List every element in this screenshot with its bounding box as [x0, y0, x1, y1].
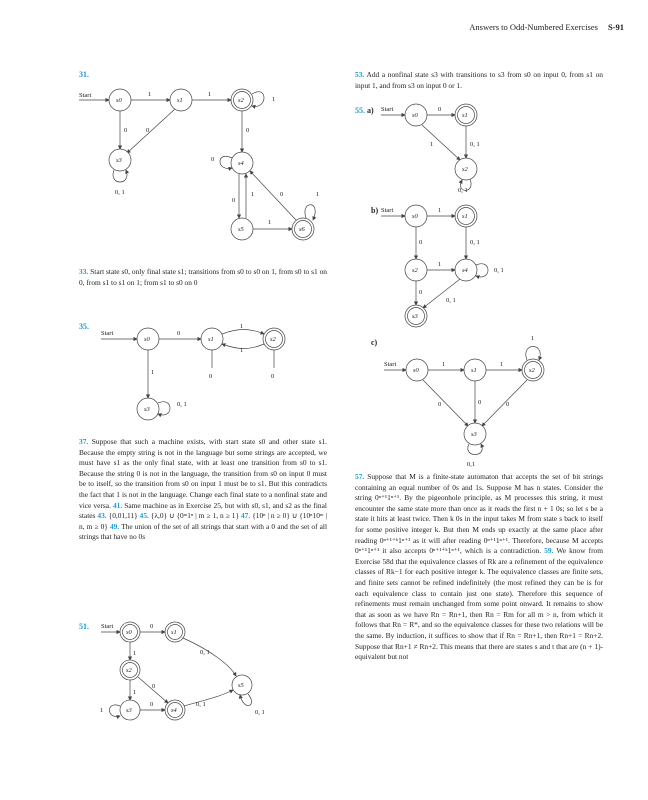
- exercise-31-number: 31.: [79, 70, 89, 79]
- exercise-39-text: Change each final state to a nonfinal state and vice versa.: [79, 489, 328, 510]
- edge-label: 1: [272, 96, 276, 103]
- edge-label: 0, 1: [446, 297, 456, 304]
- edge-label: 0, 1: [200, 649, 210, 656]
- edge-label: 0: [280, 191, 284, 198]
- part-a-label: a): [367, 106, 374, 115]
- state-label: s0: [126, 629, 132, 636]
- exercise-47-number: 47.: [240, 511, 251, 521]
- edge-label: 0, 1: [470, 239, 480, 246]
- edge-label: 1: [316, 191, 320, 198]
- exercise-35-number: 35.: [79, 322, 89, 331]
- edge-label: 1: [438, 261, 442, 268]
- state-label: s3: [471, 431, 477, 438]
- exercise-55-number: [355, 106, 374, 115]
- state-label: s1: [462, 213, 468, 220]
- state-label: s4: [238, 160, 244, 167]
- exercise-55-label: 55.: [355, 106, 365, 115]
- edge-label: 0: [478, 399, 482, 406]
- exercise-41-text: Same machine as in Exercise 25, but with s0, s1, and s2 as the final states: [79, 500, 327, 521]
- exercise-59-number: 59.: [544, 546, 554, 556]
- exercise-57-number: 57.: [355, 472, 365, 481]
- exercise-37-49-answers: [79, 437, 327, 543]
- exercise-43-text: {0,01,11}: [108, 511, 138, 521]
- edge-label: 0,1: [467, 461, 476, 468]
- part-b-label: b): [371, 206, 379, 215]
- exercise-53-answer: [355, 70, 603, 91]
- edge-label: 0, 1: [494, 267, 504, 274]
- edge-label: 0: [271, 373, 275, 380]
- start-label: Start: [79, 92, 92, 99]
- diagram-35: [101, 323, 285, 420]
- exercise-45-number: 45.: [139, 511, 149, 521]
- edge-label: 0: [438, 106, 442, 113]
- edge-label: 0: [150, 701, 154, 708]
- edge-label: 0: [246, 127, 250, 134]
- edge-label: 0: [146, 127, 150, 134]
- exercise-33-answer: [79, 267, 327, 288]
- state-label: s2: [126, 667, 132, 674]
- part-c-label: c): [371, 338, 378, 347]
- start-label: Start: [384, 361, 397, 368]
- exercise-37-text: Suppose that such a machine exists, with start state s0 and other state s1. Because the empty string is not in the language but some strings are accepted, we must have s1 as the only final state, with at least one transition from s0 to s1. Because the string 0 is not in the language, the transition from s0 on input 0 must be to itself, so the transition from s0 on input 1 must be to s1. But this contradicts the fact that 1 is not in the language.: [79, 437, 327, 499]
- state-label: s3: [412, 313, 418, 320]
- state-label: s1: [208, 336, 214, 343]
- section-title: Answers to Odd-Numbered Exercises: [469, 22, 598, 32]
- edge-label: 1: [251, 191, 255, 198]
- exercise-41-number: 41.: [112, 500, 123, 510]
- state-label: s4: [171, 707, 177, 714]
- edge-label: 1: [438, 207, 442, 214]
- state-label: s0: [116, 97, 122, 104]
- state-label: s2: [462, 166, 468, 173]
- edge-label: 0: [124, 127, 128, 134]
- state-label: s1: [471, 367, 477, 374]
- exercise-47-text: {10ⁿ | n ≥ 0} ∪ {10ⁿ10ᵐ | n, m ≥ 0}: [79, 511, 327, 531]
- edge-label: 1: [430, 141, 434, 148]
- edge-label: 1: [133, 650, 137, 657]
- edge-label: 0: [438, 401, 442, 408]
- start-label: Start: [101, 330, 114, 337]
- diagram-55c: [384, 335, 544, 468]
- state-label: s3: [116, 157, 122, 164]
- edge-label: 0: [419, 239, 423, 246]
- edge-label: 0, 1: [458, 187, 468, 194]
- edge-label: 1: [133, 689, 137, 696]
- exercise-51-number: 51.: [79, 622, 89, 631]
- exercise-53-text: Add a nonfinal state s3 with transitions to s3 from s0 on input 0, from s1 on input 1, and from s3 on input 0 or 1.: [355, 70, 603, 90]
- edge-label: 0, 1: [255, 709, 265, 716]
- state-label: s0: [412, 112, 418, 119]
- exercise-57-text: Suppose that M is a finite-state automaton that accepts the set of bit strings containing an equal number of 0s and 1s. Suppose M has n states. Consider the string 0ⁿ⁺¹1ⁿ⁺¹. By the pigeonhole principle, as M processes this string, it must encounter the same state more than once as it reads the first n + 1 0s; so let s be a state it hits at least twice. Then k 0s in the input takes M from state s back to itself for some positive integer k. But then M ends up exactly at the same place after reading 0ⁿ⁺¹⁺ᵏ1ⁿ⁺¹ as it will after reading 0ⁿ⁺¹1ⁿ⁺¹. Therefore, because M accepts 0ⁿ⁺¹1ⁿ⁺¹ it also accepts 0ⁿ⁺¹⁺ᵏ1ⁿ⁺¹, which is a contradiction.: [355, 472, 603, 556]
- state-label: s1: [171, 629, 177, 636]
- page-number: S-91: [607, 22, 624, 32]
- exercise-43-number: 43.: [97, 511, 107, 521]
- state-label: s2: [529, 367, 535, 374]
- state-label: s6: [299, 226, 305, 233]
- diagram-51: [100, 622, 265, 720]
- edge-label: 1: [442, 361, 446, 368]
- exercise-45-text: {λ,0} ∪ {0ᵐ1ⁿ | m ≥ 1, n ≥ 1}: [150, 511, 239, 521]
- state-label: s3: [126, 707, 132, 714]
- exercise-37-number: 37.: [79, 437, 89, 446]
- start-label: Start: [381, 207, 394, 214]
- state-label: s5: [238, 682, 244, 689]
- edge-label: 1: [151, 369, 155, 376]
- edge-label: 1: [268, 219, 272, 226]
- edge-label: 1: [240, 323, 244, 330]
- edge-label: 1: [531, 335, 535, 342]
- state-label: s1: [462, 112, 468, 119]
- diagram-55a: [381, 104, 480, 194]
- state-label: s1: [177, 97, 183, 104]
- state-label: s2: [270, 336, 276, 343]
- edge-label: 1: [100, 707, 104, 714]
- state-label: s3: [144, 406, 150, 413]
- exercise-49-number: 49.: [109, 521, 120, 531]
- exercise-53-number: 53.: [355, 70, 365, 79]
- edge-label: 0: [232, 197, 236, 204]
- edge-label: 0, 1: [196, 701, 206, 708]
- exercise-59-text: We know from Exercise 58d that the equivalence classes of Rk are a refinement of the equivalence classes of Rk−1 for each positive integer k. The equivalence classes are finite sets, and finite sets cannot be refined indefinitely (the most refined they can be is for each equivalence class to contain just one state). Therefore this sequence of refinements must remain unchanged from some point onward. It remains to show that as soon as we have Rn = Rn+1, then Rn = Rm for all m > n, from which it follows that Rn = R*, and so the equivalence classes for these two relations will be the same. By induction, it suffices to show that if Rn = Rn+1, then Rn+1 = Rn+2. Suppose that Rn+1 ≠ Rn+2. This means that there are states s and t that are (n + 1)-equivalent but not: [355, 546, 603, 662]
- edge-label: 1: [208, 91, 212, 98]
- exercise-49-text: The union of the set of all strings that start with a 0 and the set of all strings that have no 0s: [79, 521, 328, 542]
- state-label: s0: [413, 367, 419, 374]
- start-label: Start: [101, 623, 114, 630]
- edge-label: 0: [209, 373, 213, 380]
- state-label: s4: [462, 267, 468, 274]
- state-label: s2: [238, 97, 244, 104]
- edge-label: 0, 1: [177, 401, 187, 408]
- edge-label: 0: [211, 156, 215, 163]
- edge-label: 0: [506, 401, 510, 408]
- edge-label: 1: [240, 347, 244, 354]
- state-label: s0: [412, 213, 418, 220]
- edge-label: 0, 1: [115, 189, 125, 196]
- exercise-33-number: 33.: [79, 267, 89, 276]
- exercise-33-text: Start state s0, only final state s1; transitions from s0 to s0 on 1, from s0 to s1 on 0, from s1 to s1 on 1; from s1 to s0 on 0: [79, 267, 327, 287]
- state-label: s0: [144, 336, 150, 343]
- edge-label: 1: [500, 361, 504, 368]
- edge-label: 0: [152, 683, 156, 690]
- edge-label: 1: [148, 91, 152, 98]
- diagram-55b: [381, 205, 504, 327]
- edge-label: 0: [150, 623, 154, 630]
- state-label: s5: [238, 226, 244, 233]
- diagram-31: [79, 89, 319, 240]
- exercise-57-59-answers: [355, 472, 603, 663]
- edge-label: 0, 1: [470, 141, 480, 148]
- state-label: s2: [412, 267, 418, 274]
- start-label: Start: [381, 106, 394, 113]
- edge-label: 0: [419, 289, 423, 296]
- edge-label: 0: [177, 330, 181, 337]
